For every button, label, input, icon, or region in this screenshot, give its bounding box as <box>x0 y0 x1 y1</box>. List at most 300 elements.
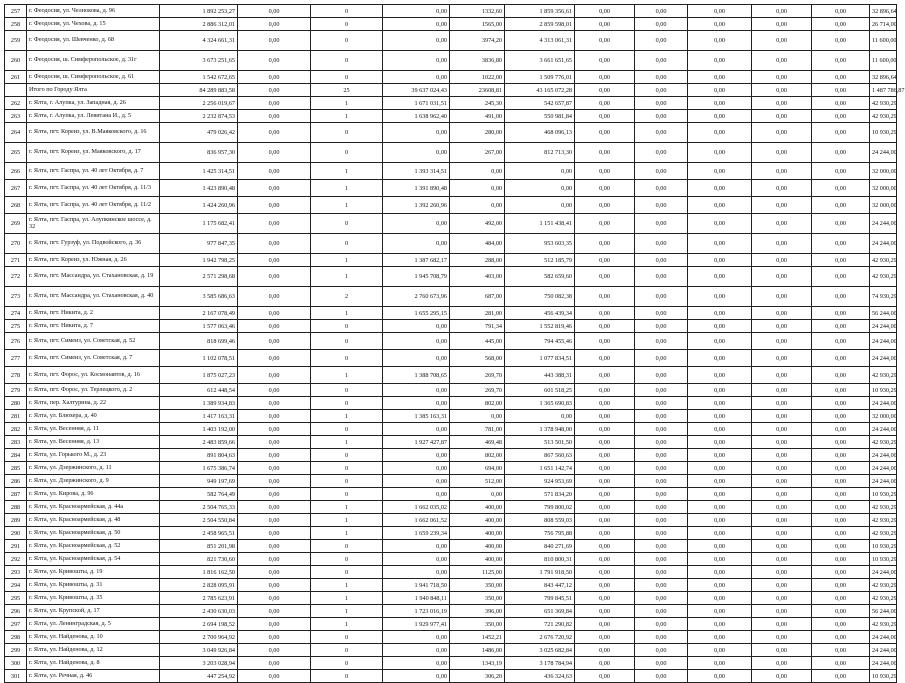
value-cell: 0 <box>311 397 383 410</box>
value-cell: 0,00 <box>238 618 311 631</box>
value-cell: 810 800,31 <box>505 553 575 566</box>
value-cell: 781,00 <box>450 423 505 436</box>
value-cell: 0,00 <box>238 97 311 110</box>
row-number-cell: 299 <box>5 644 27 657</box>
value-cell: 0,00 <box>688 31 752 51</box>
value-cell: 0,00 <box>575 475 635 488</box>
value-cell: 0,00 <box>575 514 635 527</box>
table-row <box>5 320 897 333</box>
address-cell: г. Ялта, пгт. Массандра, ул. Стахановская, д. 40 <box>27 287 160 307</box>
value-cell: 445,00 <box>450 333 505 350</box>
value-cell: 1 <box>311 436 383 449</box>
value-cell: 269,70 <box>450 367 505 384</box>
value-cell: 0,00 <box>812 123 870 143</box>
value-cell: 0,00 <box>383 31 450 51</box>
value-cell: 1 942 798,25 <box>160 254 238 267</box>
value-cell: 0,00 <box>238 71 311 84</box>
value-cell: 24 244,00 <box>870 475 897 488</box>
value-cell: 0,00 <box>635 234 688 254</box>
value-cell: 24 244,00 <box>870 462 897 475</box>
value-cell: 403,00 <box>450 267 505 287</box>
value-cell: 0,00 <box>812 657 870 670</box>
value-cell: 0,00 <box>238 384 311 397</box>
value-cell: 0,00 <box>575 397 635 410</box>
value-cell: 0,00 <box>635 397 688 410</box>
address-cell: г. Ялта, ул. Найденова, д. 12 <box>27 644 160 657</box>
value-cell: 0,00 <box>238 367 311 384</box>
value-cell: 0,00 <box>635 51 688 71</box>
address-cell: г. Ялта, ул. Кирова, д. 96 <box>27 488 160 501</box>
value-cell: 0,00 <box>752 307 812 320</box>
value-cell: 0,00 <box>383 423 450 436</box>
value-cell: 0,00 <box>383 71 450 84</box>
value-cell: 0,00 <box>635 31 688 51</box>
address-cell: г. Ялта, пгт. Гаспра, ул. 40 лет Октября, д. 11/2 <box>27 197 160 214</box>
value-cell: 24 244,00 <box>870 644 897 657</box>
value-cell: 512 185,79 <box>505 254 575 267</box>
value-cell: 1 385 163,31 <box>383 410 450 423</box>
value-cell: 0,00 <box>383 475 450 488</box>
value-cell: 802,00 <box>450 397 505 410</box>
value-cell: 0,00 <box>450 488 505 501</box>
row-number-cell: 290 <box>5 527 27 540</box>
value-cell: 1 651 142,74 <box>505 462 575 475</box>
row-number-cell: 285 <box>5 462 27 475</box>
value-cell: 10 930,29 <box>870 670 897 683</box>
value-cell: 2 256 019,67 <box>160 97 238 110</box>
value-cell: 812 713,30 <box>505 143 575 163</box>
address-cell: г. Ялта, г. Алупка, ул. Западная, д. 26 <box>27 97 160 110</box>
table-row <box>5 267 897 287</box>
address-cell: г. Ялта, ул. Кривошты, д. 31 <box>27 579 160 592</box>
value-cell: 0,00 <box>575 410 635 423</box>
value-cell: 24 244,00 <box>870 320 897 333</box>
value-cell: 0 <box>311 644 383 657</box>
value-cell: 2 694 198,52 <box>160 618 238 631</box>
value-cell: 0,00 <box>688 123 752 143</box>
value-cell: 0,00 <box>812 397 870 410</box>
value-cell: 840 271,69 <box>505 540 575 553</box>
value-cell: 1 671 031,51 <box>383 97 450 110</box>
value-cell: 0,00 <box>688 488 752 501</box>
value-cell: 0,00 <box>238 197 311 214</box>
value-cell: 1 365 690,83 <box>505 397 575 410</box>
value-cell: 0,00 <box>688 320 752 333</box>
value-cell: 4 324 661,31 <box>160 31 238 51</box>
value-cell: 0,00 <box>238 214 311 234</box>
table-row <box>5 397 897 410</box>
address-cell: г. Феодосия, ш. Симферопольское, д. 61 <box>27 71 160 84</box>
value-cell: 1 940 848,11 <box>383 592 450 605</box>
value-cell: 802,00 <box>450 449 505 462</box>
value-cell: 0,00 <box>812 110 870 123</box>
table-row <box>5 462 897 475</box>
row-number-cell: 260 <box>5 51 27 71</box>
value-cell: 42 930,29 <box>870 367 897 384</box>
table-row <box>5 488 897 501</box>
value-cell: 550 981,84 <box>505 110 575 123</box>
value-cell: 0,00 <box>812 234 870 254</box>
value-cell: 0,00 <box>575 384 635 397</box>
value-cell: 0,00 <box>812 670 870 683</box>
value-cell: 0,00 <box>688 410 752 423</box>
value-cell: 0,00 <box>238 163 311 180</box>
table-row <box>5 631 897 644</box>
value-cell: 0,00 <box>575 97 635 110</box>
value-cell: 0,00 <box>383 566 450 579</box>
value-cell: 400,00 <box>450 527 505 540</box>
address-cell: г. Ялта, ул. Найденова, д. 8 <box>27 657 160 670</box>
value-cell: 0,00 <box>238 234 311 254</box>
value-cell: 0,00 <box>812 618 870 631</box>
value-cell: 288,00 <box>450 254 505 267</box>
value-cell: 0,00 <box>238 592 311 605</box>
value-cell: 1 <box>311 163 383 180</box>
row-number-cell: 282 <box>5 423 27 436</box>
value-cell: 24 244,00 <box>870 566 897 579</box>
value-cell: 0,00 <box>752 579 812 592</box>
value-cell: 949 197,69 <box>160 475 238 488</box>
value-cell: 0,00 <box>575 618 635 631</box>
value-cell: 799 845,51 <box>505 592 575 605</box>
value-cell: 1 <box>311 618 383 631</box>
value-cell: 1 389 934,83 <box>160 397 238 410</box>
address-cell: г. Ялта, пгт. Симеиз, ул. Советская, д. 7 <box>27 350 160 367</box>
value-cell: 32 896,64 <box>870 71 897 84</box>
value-cell: 1 <box>311 410 383 423</box>
row-number-cell: 264 <box>5 123 27 143</box>
value-cell: 1 723 016,19 <box>383 605 450 618</box>
value-cell: 1332,60 <box>450 5 505 18</box>
value-cell: 2 700 964,92 <box>160 631 238 644</box>
row-number-cell: 276 <box>5 333 27 350</box>
row-number-cell: 259 <box>5 31 27 51</box>
value-cell: 479 026,42 <box>160 123 238 143</box>
value-cell: 3 673 251,65 <box>160 51 238 71</box>
value-cell: 0,00 <box>688 423 752 436</box>
value-cell: 0,00 <box>635 5 688 18</box>
value-cell: 0,00 <box>575 123 635 143</box>
value-cell: 0,00 <box>752 618 812 631</box>
address-cell: г. Ялта, ул. Красноармейская, д. 44а <box>27 501 160 514</box>
value-cell: 350,00 <box>450 592 505 605</box>
address-cell: г. Ялта, пгт. Кореиз, ул. Южная, д. 26 <box>27 254 160 267</box>
value-cell: 0,00 <box>752 163 812 180</box>
value-cell: 1 638 962,40 <box>383 110 450 123</box>
value-cell: 0,00 <box>575 18 635 31</box>
table-row <box>5 540 897 553</box>
value-cell: 0,00 <box>812 423 870 436</box>
row-number-cell <box>5 84 27 97</box>
value-cell: 0,00 <box>688 287 752 307</box>
row-number-cell: 270 <box>5 234 27 254</box>
value-cell: 977 847,35 <box>160 234 238 254</box>
value-cell: 469,48 <box>450 436 505 449</box>
value-cell: 0,00 <box>238 527 311 540</box>
value-cell: 84 289 883,58 <box>160 84 238 97</box>
address-cell: г. Ялта, ул. Горького М., д. 23 <box>27 449 160 462</box>
value-cell: 0,00 <box>575 553 635 566</box>
value-cell: 867 560,63 <box>505 449 575 462</box>
value-cell: 1 791 918,50 <box>505 566 575 579</box>
value-cell: 568,00 <box>450 350 505 367</box>
value-cell: 1452,21 <box>450 631 505 644</box>
row-number-cell: 287 <box>5 488 27 501</box>
value-cell: 0 <box>311 51 383 71</box>
table-row <box>5 501 897 514</box>
value-cell: 3 203 028,94 <box>160 657 238 670</box>
value-cell: 0,00 <box>635 307 688 320</box>
value-cell: 0,00 <box>575 449 635 462</box>
value-cell: 0,00 <box>575 644 635 657</box>
value-cell: 0,00 <box>575 110 635 123</box>
value-cell: 0,00 <box>238 110 311 123</box>
value-cell: 0,00 <box>635 488 688 501</box>
row-number-cell: 271 <box>5 254 27 267</box>
value-cell: 42 930,29 <box>870 618 897 631</box>
value-cell: 582 659,60 <box>505 267 575 287</box>
row-number-cell: 280 <box>5 397 27 410</box>
value-cell: 2 430 630,03 <box>160 605 238 618</box>
value-cell: 0,00 <box>238 31 311 51</box>
value-cell: 0,00 <box>752 553 812 566</box>
value-cell: 924 953,69 <box>505 475 575 488</box>
value-cell: 1 929 977,41 <box>383 618 450 631</box>
value-cell: 1 <box>311 197 383 214</box>
row-number-cell: 273 <box>5 287 27 307</box>
value-cell: 0,00 <box>812 540 870 553</box>
table-row <box>5 180 897 197</box>
address-cell: г. Феодосия, ул. Чехова, д. 15 <box>27 18 160 31</box>
row-number-cell: 284 <box>5 449 27 462</box>
value-cell: 0,00 <box>575 267 635 287</box>
value-cell: 0,00 <box>238 501 311 514</box>
row-number-cell: 258 <box>5 18 27 31</box>
address-cell: г. Феодосия, ш. Симферопольское, д. 31г <box>27 51 160 71</box>
value-cell: 456 439,34 <box>505 307 575 320</box>
row-number-cell: 283 <box>5 436 27 449</box>
value-cell: 1 388 708,65 <box>383 367 450 384</box>
value-cell: 26 714,00 <box>870 18 897 31</box>
row-number-cell: 291 <box>5 540 27 553</box>
value-cell: 0,00 <box>812 488 870 501</box>
value-cell: 0 <box>311 214 383 234</box>
value-cell: 1 945 708,79 <box>383 267 450 287</box>
value-cell: 2 886 312,01 <box>160 18 238 31</box>
value-cell: 0,00 <box>688 143 752 163</box>
value-cell: 851 201,98 <box>160 540 238 553</box>
value-cell: 0,00 <box>383 644 450 657</box>
value-cell: 0,00 <box>575 307 635 320</box>
value-cell: 0,00 <box>688 234 752 254</box>
value-cell: 0,00 <box>635 163 688 180</box>
value-cell: 0 <box>311 540 383 553</box>
value-cell: 1 859 356,61 <box>505 5 575 18</box>
value-cell: 0,00 <box>238 84 311 97</box>
value-cell: 0,00 <box>238 579 311 592</box>
value-cell: 0,00 <box>688 214 752 234</box>
address-cell: г. Ялта, пгт. Гаспра, ул. 40 лет Октября, д. 11/3 <box>27 180 160 197</box>
value-cell: 0,00 <box>238 462 311 475</box>
value-cell: 1 <box>311 267 383 287</box>
value-cell: 0,00 <box>635 514 688 527</box>
register-sheet <box>4 4 905 683</box>
value-cell: 0,00 <box>238 631 311 644</box>
value-cell: 42 930,29 <box>870 267 897 287</box>
value-cell: 0,00 <box>450 410 505 423</box>
value-cell: 3 025 682,84 <box>505 644 575 657</box>
row-number-cell: 296 <box>5 605 27 618</box>
row-number-cell: 269 <box>5 214 27 234</box>
value-cell: 1 662 061,52 <box>383 514 450 527</box>
value-cell: 0,00 <box>238 657 311 670</box>
value-cell: 436 324,63 <box>505 670 575 683</box>
value-cell: 0,00 <box>635 579 688 592</box>
table-row <box>5 123 897 143</box>
row-number-cell: 277 <box>5 350 27 367</box>
value-cell: 0,00 <box>688 657 752 670</box>
value-cell: 3 049 926,84 <box>160 644 238 657</box>
value-cell: 0 <box>311 71 383 84</box>
value-cell: 0,00 <box>505 163 575 180</box>
table-row <box>5 644 897 657</box>
value-cell: 1 816 162,50 <box>160 566 238 579</box>
value-cell: 42 930,29 <box>870 592 897 605</box>
value-cell: 2 571 298,68 <box>160 267 238 287</box>
address-cell: г. Феодосия, ул. Шевченко, д. 68 <box>27 31 160 51</box>
value-cell: 818 699,46 <box>160 333 238 350</box>
value-cell: 484,00 <box>450 234 505 254</box>
value-cell: 0,00 <box>812 475 870 488</box>
table-row <box>5 84 897 97</box>
table-row <box>5 605 897 618</box>
row-number-cell: 268 <box>5 197 27 214</box>
row-number-cell: 289 <box>5 514 27 527</box>
value-cell: 0,00 <box>575 84 635 97</box>
value-cell: 0,00 <box>450 197 505 214</box>
value-cell: 0,00 <box>752 234 812 254</box>
value-cell: 0,00 <box>812 71 870 84</box>
value-cell: 1 <box>311 97 383 110</box>
table-row <box>5 18 897 31</box>
value-cell: 0,00 <box>575 605 635 618</box>
value-cell: 0,00 <box>688 449 752 462</box>
value-cell: 0,00 <box>575 657 635 670</box>
value-cell: 2 676 720,92 <box>505 631 575 644</box>
address-cell: г. Ялта, пгт. Никита, д. 2 <box>27 307 160 320</box>
row-number-cell: 266 <box>5 163 27 180</box>
value-cell: 1 <box>311 110 383 123</box>
value-cell: 56 244,00 <box>870 307 897 320</box>
value-cell: 42 930,29 <box>870 579 897 592</box>
value-cell: 0 <box>311 5 383 18</box>
value-cell: 32 896,64 <box>870 5 897 18</box>
value-cell: 0,00 <box>752 51 812 71</box>
value-cell: 1 175 682,41 <box>160 214 238 234</box>
value-cell: 1 875 027,23 <box>160 367 238 384</box>
value-cell: 0,00 <box>575 163 635 180</box>
value-cell: 0,00 <box>238 605 311 618</box>
value-cell: 2 504 550,84 <box>160 514 238 527</box>
value-cell: 0,00 <box>752 397 812 410</box>
value-cell: 1 542 672,65 <box>160 71 238 84</box>
address-cell: г. Ялта, пгт. Кореиз, ул. Маяковского, д. 17 <box>27 143 160 163</box>
value-cell: 0,00 <box>752 501 812 514</box>
value-cell: 0,00 <box>575 350 635 367</box>
value-cell: 0,00 <box>812 214 870 234</box>
value-cell: 0,00 <box>812 163 870 180</box>
value-cell: 1 487 786,87 <box>870 84 897 97</box>
value-cell: 651 369,84 <box>505 605 575 618</box>
value-cell: 24 244,00 <box>870 449 897 462</box>
value-cell: 23608,81 <box>450 84 505 97</box>
value-cell: 612 448,54 <box>160 384 238 397</box>
address-cell: г. Ялта, ул. Красноармейская, д. 52 <box>27 540 160 553</box>
address-cell: г. Ялта, пгт. Гурзуф, ул. Подвойского, д. 36 <box>27 234 160 254</box>
row-number-cell: 292 <box>5 553 27 566</box>
value-cell: 0,00 <box>450 180 505 197</box>
value-cell: 0,00 <box>238 423 311 436</box>
value-cell: 0,00 <box>635 333 688 350</box>
value-cell: 0,00 <box>635 254 688 267</box>
value-cell: 0,00 <box>238 287 311 307</box>
value-cell: 0,00 <box>238 123 311 143</box>
value-cell: 280,00 <box>450 123 505 143</box>
row-number-cell: 262 <box>5 97 27 110</box>
address-cell: г. Ялта, пгт. Форос, ул. Космонавтов, д. 16 <box>27 367 160 384</box>
value-cell: 42 930,29 <box>870 97 897 110</box>
value-cell: 0,00 <box>688 267 752 287</box>
value-cell: 3974,20 <box>450 31 505 51</box>
table-row <box>5 514 897 527</box>
value-cell: 0,00 <box>752 488 812 501</box>
value-cell: 468 096,13 <box>505 123 575 143</box>
table-row <box>5 553 897 566</box>
value-cell: 0,00 <box>635 384 688 397</box>
row-number-cell: 263 <box>5 110 27 123</box>
value-cell: 0,00 <box>635 84 688 97</box>
repair-cost-table <box>4 4 905 683</box>
value-cell: 1 659 239,34 <box>383 527 450 540</box>
value-cell: 0,00 <box>812 514 870 527</box>
value-cell: 0,00 <box>688 514 752 527</box>
value-cell: 0,00 <box>812 51 870 71</box>
row-number-cell: 295 <box>5 592 27 605</box>
value-cell: 0,00 <box>635 540 688 553</box>
value-cell: 0,00 <box>812 367 870 384</box>
value-cell: 0 <box>311 333 383 350</box>
value-cell: 491,00 <box>450 110 505 123</box>
value-cell: 0,00 <box>812 501 870 514</box>
row-number-cell: 257 <box>5 5 27 18</box>
value-cell: 0,00 <box>752 110 812 123</box>
value-cell: 1 151 438,41 <box>505 214 575 234</box>
value-cell: 0,00 <box>505 410 575 423</box>
value-cell: 0,00 <box>688 592 752 605</box>
value-cell: 0,00 <box>688 462 752 475</box>
value-cell: 0,00 <box>812 254 870 267</box>
value-cell: 0,00 <box>812 644 870 657</box>
value-cell: 1 <box>311 367 383 384</box>
value-cell: 1 <box>311 579 383 592</box>
value-cell: 0,00 <box>688 605 752 618</box>
value-cell: 1 927 427,87 <box>383 436 450 449</box>
table-row <box>5 163 897 180</box>
value-cell: 0,00 <box>812 333 870 350</box>
value-cell: 0,00 <box>575 423 635 436</box>
value-cell: 2 859 598,01 <box>505 18 575 31</box>
row-number-cell: 267 <box>5 180 27 197</box>
